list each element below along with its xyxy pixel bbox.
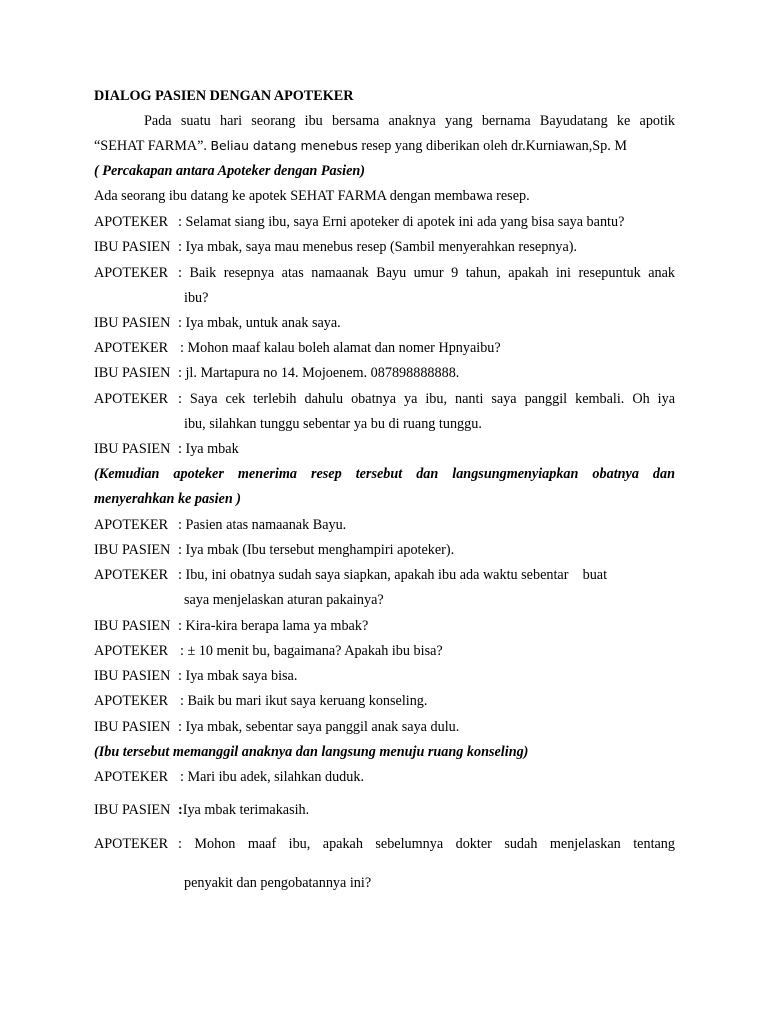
- speaker-label: IBU PASIEN: [94, 802, 171, 818]
- utterance: : Baik resepnya atas namaanak Bayu umur 9 tahun, apakah ini resepuntuk anak: [178, 265, 675, 281]
- utterance: : Mohon maaf ibu, apakah sebelumnya dokter sudah menjelaskan tentang: [178, 836, 675, 852]
- bold-colon: :: [178, 802, 183, 818]
- speaker-label: APOTEKER: [94, 391, 169, 407]
- intro-text-end: resep yang diberikan oleh dr.Kurniawan,Sp. M: [361, 138, 627, 154]
- utterance-continuation: saya menjelaskan aturan pakainya?: [184, 592, 384, 608]
- utterance: : Iya mbak, saya mau menebus resep (Sambil menyerahkan resepnya).: [178, 239, 578, 255]
- utterance: [178, 801, 675, 819]
- utterance-continuation: ibu, silahkan tunggu sebentar ya bu di ruang tunggu.: [184, 416, 482, 432]
- intro-paragraph-line-2: [94, 137, 675, 155]
- speaker-label: APOTEKER: [94, 517, 169, 533]
- utterance-continuation: penyakit dan pengobatannya ini?: [184, 875, 372, 891]
- speaker-label: APOTEKER: [94, 567, 169, 583]
- speaker-label: IBU PASIEN: [94, 239, 171, 255]
- utterance-text: Iya mbak terimakasih.: [182, 802, 310, 818]
- speaker-label: APOTEKER: [94, 340, 169, 356]
- utterance: : Baik bu mari ikut saya keruang konseling.: [180, 693, 428, 709]
- document-title: DIALOG PASIEN DENGAN APOTEKER: [94, 88, 354, 104]
- utterance-continuation: ibu?: [184, 290, 209, 306]
- speaker-label: IBU PASIEN: [94, 315, 171, 331]
- utterance: : Iya mbak saya bisa.: [178, 668, 298, 684]
- speaker-label: IBU PASIEN: [94, 618, 171, 634]
- speaker-label: APOTEKER: [94, 769, 169, 785]
- intro-mixed-font-text: Beliau datang menebus: [210, 138, 358, 153]
- utterance: : Pasien atas namaanak Bayu.: [178, 517, 347, 533]
- utterance: : ± 10 menit bu, bagaimana? Apakah ibu bisa?: [180, 643, 443, 659]
- pharmacy-name: “SEHAT FARMA”.: [94, 138, 207, 154]
- utterance: : Iya mbak: [178, 441, 239, 457]
- utterance: : Kira-kira berapa lama ya mbak?: [178, 618, 369, 634]
- stage-direction-2-line-2: menyerahkan ke pasien ): [94, 491, 241, 507]
- utterance: : Iya mbak (Ibu tersebut menghampiri apoteker).: [178, 542, 455, 558]
- speaker-label: APOTEKER: [94, 214, 169, 230]
- speaker-label: APOTEKER: [94, 265, 169, 281]
- speaker-label: IBU PASIEN: [94, 668, 171, 684]
- stage-direction-2-line-1: (Kemudian apoteker menerima resep tersebut dan langsungmenyiapkan obatnya dan: [94, 466, 675, 482]
- utterance: : jl. Martapura no 14. Mojoenem. 087898888888.: [178, 365, 460, 381]
- utterance: : Selamat siang ibu, saya Erni apoteker di apotek ini ada yang bisa saya bantu?: [178, 214, 625, 230]
- speaker-label: IBU PASIEN: [94, 719, 171, 735]
- stage-direction-3: (Ibu tersebut memanggil anaknya dan langsung menuju ruang konseling): [94, 744, 529, 760]
- utterance: : Iya mbak, untuk anak saya.: [178, 315, 341, 331]
- utterance: : Ibu, ini obatnya sudah saya siapkan, apakah ibu ada waktu sebentar buat: [178, 567, 608, 583]
- speaker-label: APOTEKER: [94, 643, 169, 659]
- speaker-label: APOTEKER: [94, 836, 169, 852]
- intro-paragraph-line-1: Pada suatu hari seorang ibu bersama anaknya yang bernama Bayudatang ke apotik: [144, 113, 675, 129]
- stage-direction-1: ( Percakapan antara Apoteker dengan Pasien): [94, 163, 366, 179]
- utterance: : Mohon maaf kalau boleh alamat dan nomer Hpnyaibu?: [180, 340, 501, 356]
- utterance: : Iya mbak, sebentar saya panggil anak saya dulu.: [178, 719, 460, 735]
- speaker-label: IBU PASIEN: [94, 441, 171, 457]
- speaker-label: IBU PASIEN: [94, 365, 171, 381]
- narration-1: Ada seorang ibu datang ke apotek SEHAT FARMA dengan membawa resep.: [94, 188, 530, 204]
- speaker-label: APOTEKER: [94, 693, 169, 709]
- utterance: : Saya cek terlebih dahulu obatnya ya ibu, nanti saya panggil kembali. Oh iya: [178, 391, 675, 407]
- speaker-label: IBU PASIEN: [94, 542, 171, 558]
- utterance: : Mari ibu adek, silahkan duduk.: [180, 769, 365, 785]
